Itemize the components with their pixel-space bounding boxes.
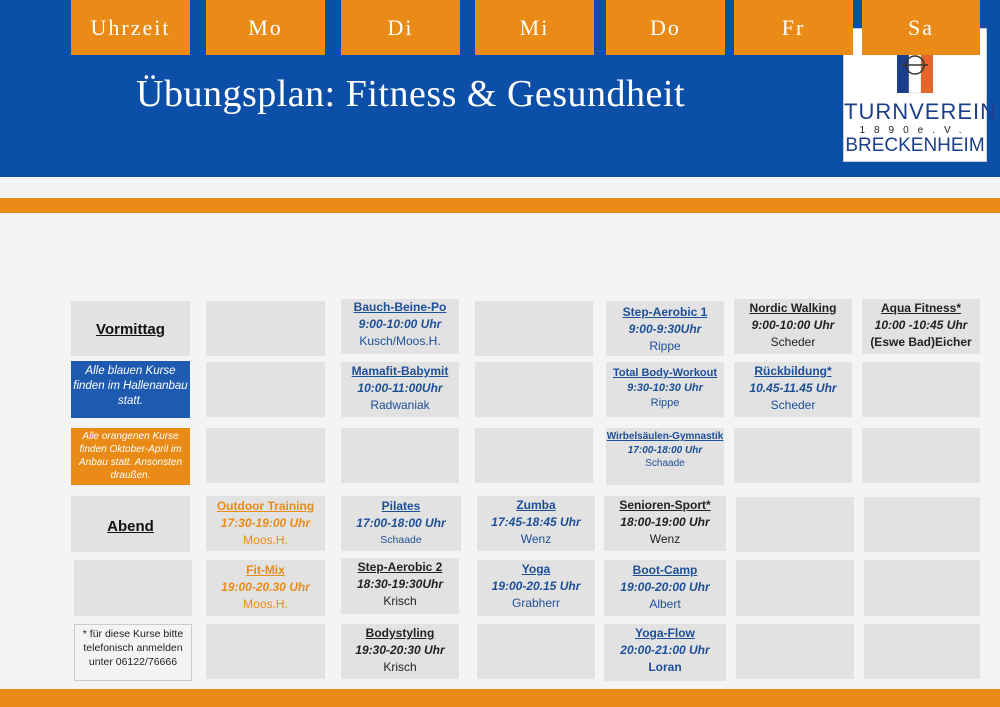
- header-mo: Mo: [206, 0, 325, 55]
- course-outdoor-training: Outdoor Training 17:30-19:00 Uhr Moos.H.: [206, 496, 325, 551]
- empty-cell: [206, 624, 325, 679]
- course-step-aerobic-1: Step-Aerobic 1 9:00-9:30Uhr Rippe: [606, 301, 724, 356]
- header-uhrzeit: Uhrzeit: [71, 0, 190, 55]
- logo-line-1: TURNVEREIN: [844, 99, 998, 124]
- header-di: Di: [341, 0, 460, 55]
- empty-cell: [864, 624, 980, 679]
- course-boot-camp: Boot-Camp 19:00-20:00 Uhr Albert: [604, 560, 726, 616]
- empty-cell: [341, 428, 459, 483]
- empty-cell: [736, 624, 854, 679]
- empty-cell: [864, 497, 980, 552]
- page-title: Übungsplan: Fitness & Gesundheit: [136, 73, 686, 115]
- bottom-stripe: [0, 689, 1000, 707]
- empty-cell: [475, 301, 593, 356]
- header-fr: Fr: [734, 0, 853, 55]
- course-aqua-fitness: Aqua Fitness* 10:00 -10:45 Uhr (Eswe Bad)Eicher: [862, 299, 980, 354]
- label-vormittag: Vormittag: [71, 301, 190, 356]
- empty-cell: [736, 560, 854, 616]
- course-bauch-beine-po: Bauch-Beine-Po 9:00-10:00 Uhr Kusch/Moos.H.: [341, 299, 459, 354]
- course-wirbelsaeulen-gymnastik: Wirbelsäulen-Gymnastik 17:00-18:00 Uhr Schaade: [606, 428, 724, 485]
- top-stripe: [0, 198, 1000, 213]
- empty-cell: [206, 362, 325, 417]
- header-mi: Mi: [475, 0, 594, 55]
- course-bodystyling: Bodystyling 19:30-20:30 Uhr Krisch: [341, 624, 459, 679]
- empty-cell: [862, 362, 980, 417]
- label-abend: Abend: [71, 496, 190, 552]
- course-senioren-sport: Senioren-Sport* 18:00-19:00 Uhr Wenz: [604, 496, 726, 551]
- course-yoga-flow: Yoga-Flow 20:00-21:00 Uhr Loran: [604, 624, 726, 681]
- empty-cell: [475, 362, 593, 417]
- logo-line-2: 1890e.V.: [859, 125, 971, 136]
- info-blue-courses: Alle blauen Kurse finden im Hallenanbau statt.: [71, 361, 190, 418]
- empty-cell: [475, 428, 593, 483]
- course-mamafit-babymit: Mamafit-Babymit 10:00-11:00Uhr Radwaniak: [341, 362, 459, 417]
- empty-cell: [736, 497, 854, 552]
- course-fit-mix: Fit-Mix 19:00-20.30 Uhr Moos.H.: [206, 560, 325, 616]
- info-orange-courses: Alle orangenen Kurse finden Oktober-April im Anbau statt. Ansonsten draußen.: [71, 428, 190, 485]
- empty-cell: [734, 428, 852, 483]
- course-rueckbildung: Rückbildung* 10.45-11.45 Uhr Scheder: [734, 362, 852, 417]
- header-do: Do: [606, 0, 725, 55]
- course-step-aerobic-2: Step-Aerobic 2 18:30-19:30Uhr Krisch: [341, 558, 459, 614]
- course-total-body-workout: Total Body-Workout 9:30-10:30 Uhr Rippe: [606, 362, 724, 417]
- header-sa: Sa: [862, 0, 980, 55]
- course-zumba: Zumba 17:45-18:45 Uhr Wenz: [477, 496, 595, 551]
- empty-cell: [862, 428, 980, 483]
- registration-note: * für diese Kurse bitte telefonisch anmelden unter 06122/76666: [74, 624, 192, 681]
- course-yoga: Yoga 19:00-20.15 Uhr Grabherr: [477, 560, 595, 616]
- empty-cell: [477, 624, 595, 679]
- empty-cell: [206, 301, 325, 356]
- empty-cell: [206, 428, 325, 483]
- empty-cell: [864, 560, 980, 616]
- empty-cell: [74, 560, 192, 616]
- course-pilates: Pilates 17:00-18:00 Uhr Schaade: [341, 496, 461, 551]
- course-nordic-walking: Nordic Walking 9:00-10:00 Uhr Scheder: [734, 299, 852, 354]
- logo-line-3: BRECKENHEIM: [845, 135, 985, 156]
